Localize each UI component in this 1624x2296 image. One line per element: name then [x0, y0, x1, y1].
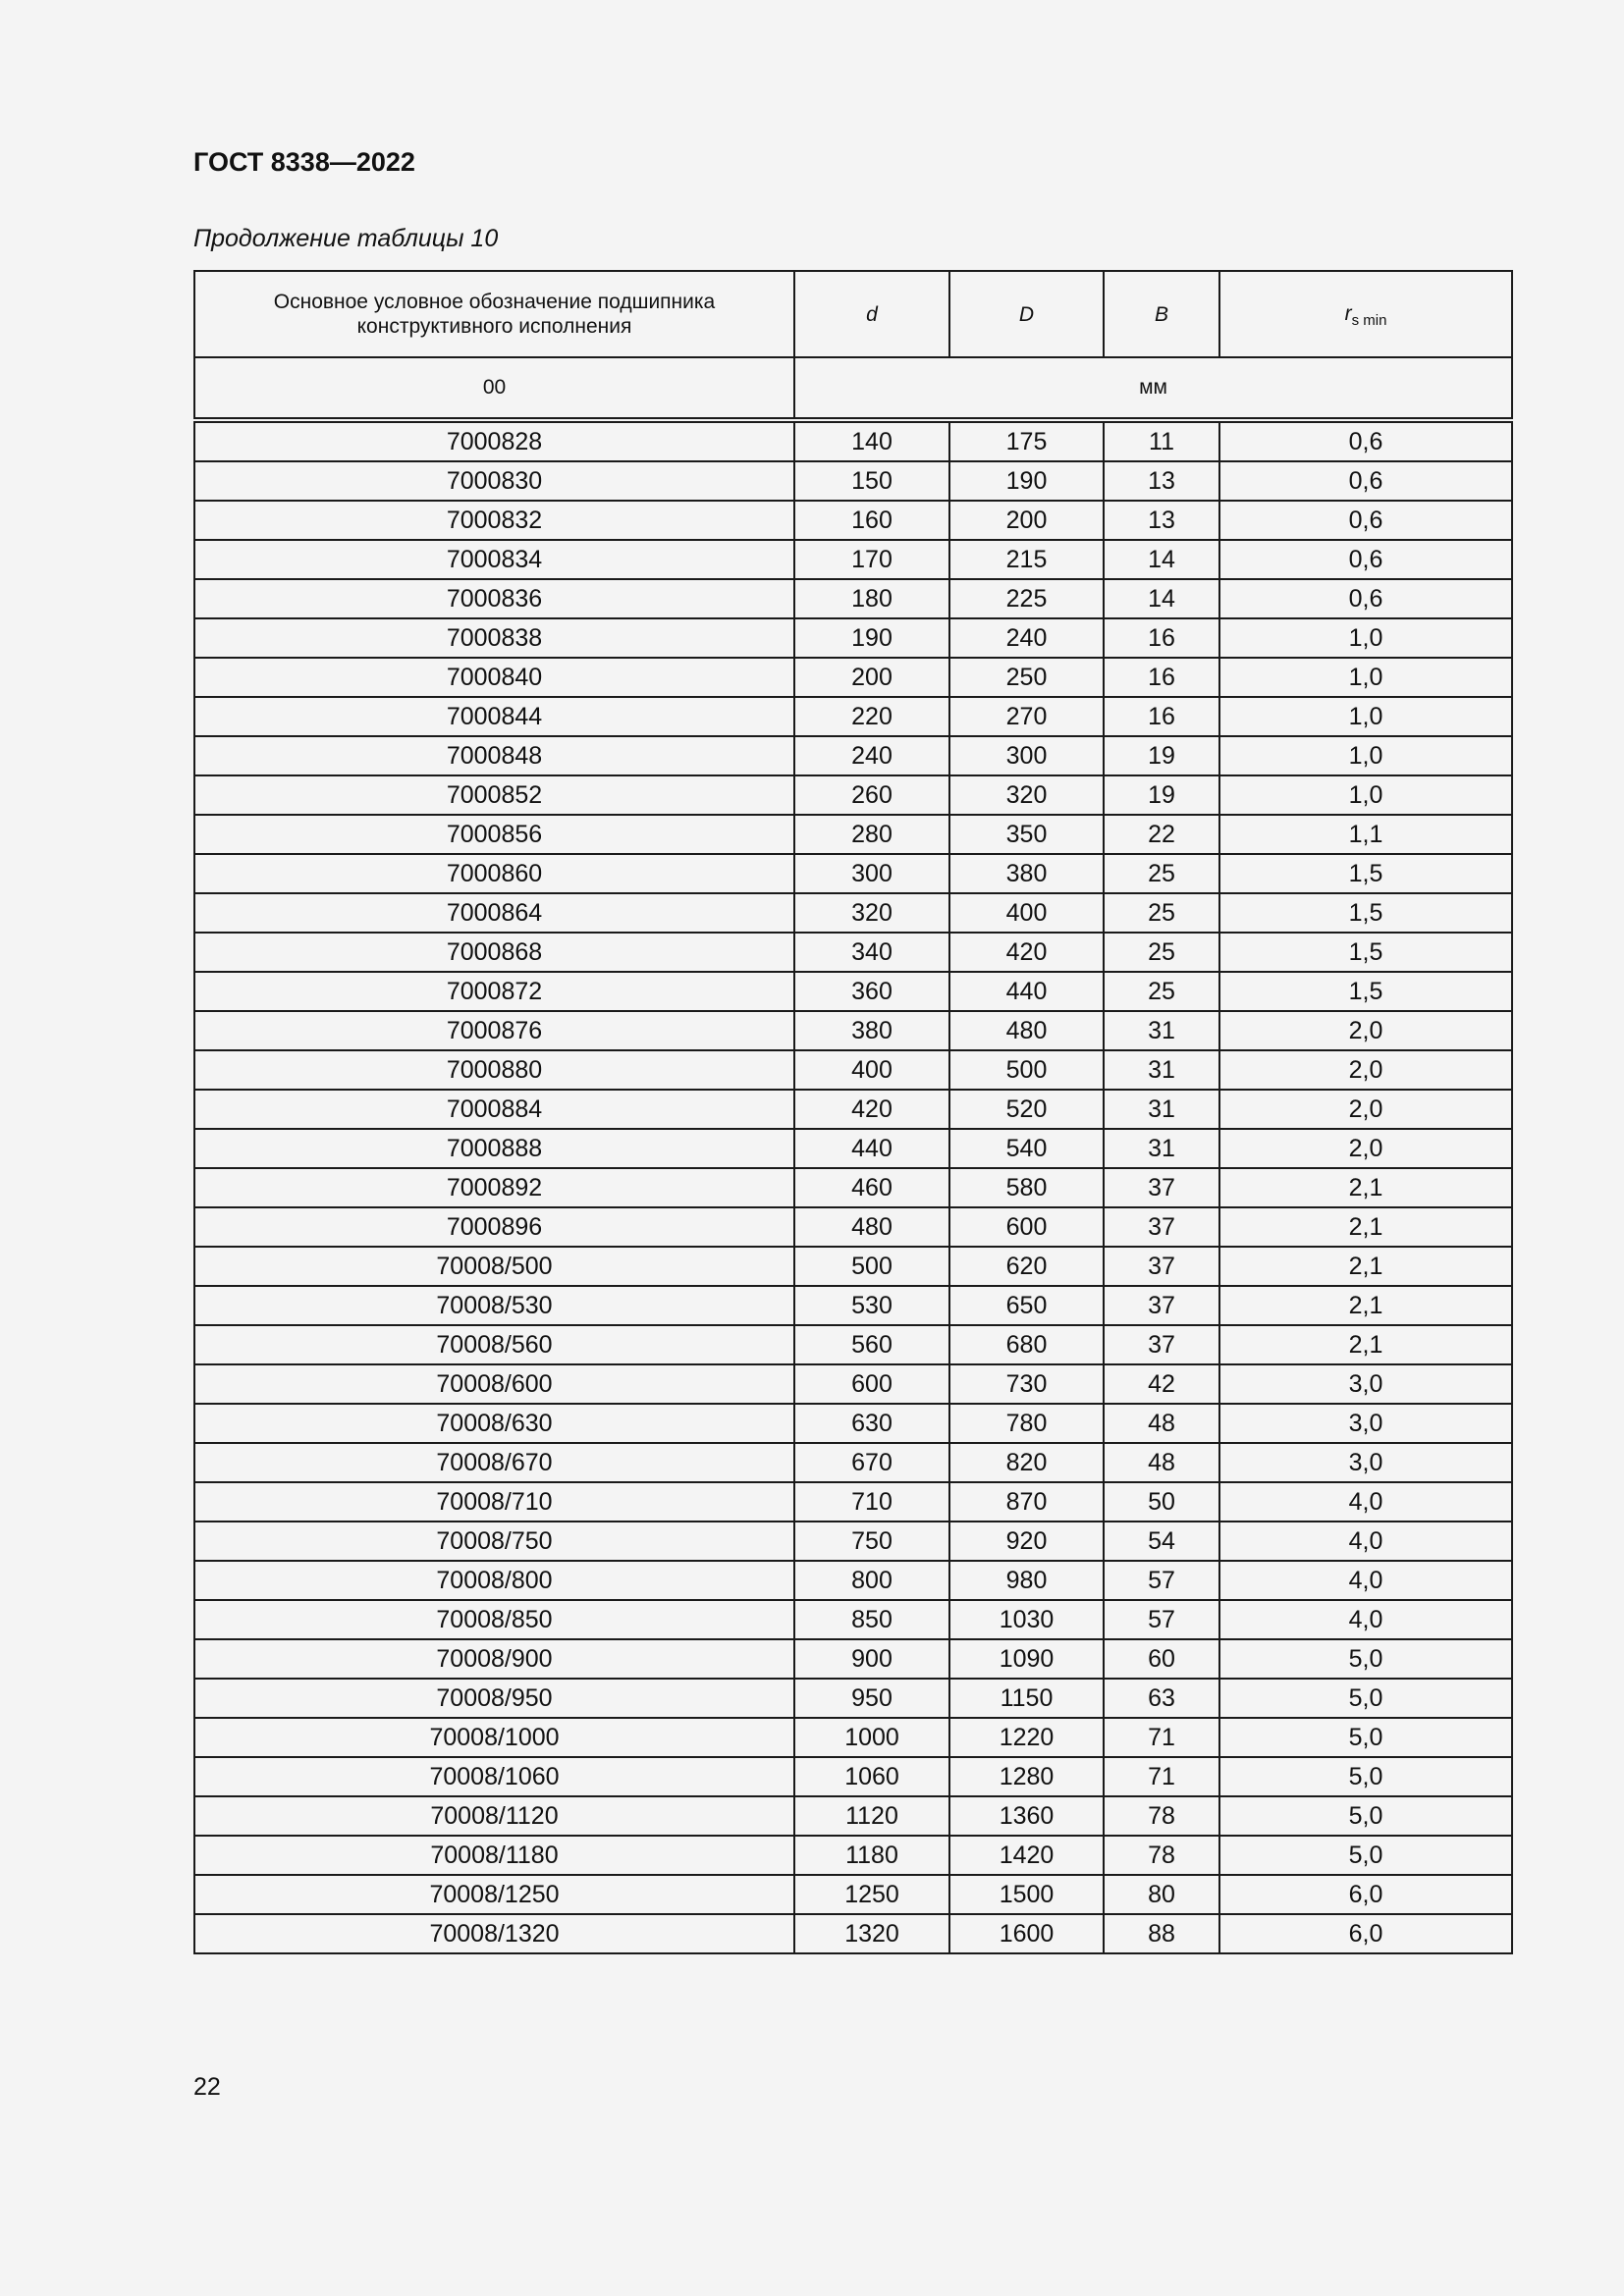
designation-cell: 70008/950 [194, 1679, 794, 1718]
inner-diameter-cell: 1060 [794, 1757, 949, 1796]
table-row [194, 854, 1512, 893]
outer-diameter-cell: 300 [949, 736, 1104, 775]
chamfer-cell: 1,5 [1219, 933, 1512, 972]
bearing-dimensions-table [193, 270, 1513, 1954]
chamfer-cell: 1,0 [1219, 658, 1512, 697]
inner-diameter-cell: 460 [794, 1168, 949, 1207]
outer-diameter-cell: 680 [949, 1325, 1104, 1364]
outer-diameter-cell: 175 [949, 420, 1104, 461]
outer-diameter-cell: 420 [949, 933, 1104, 972]
width-cell: 19 [1104, 736, 1219, 775]
width-cell: 60 [1104, 1639, 1219, 1679]
table-row [194, 893, 1512, 933]
table-row [194, 697, 1512, 736]
width-cell: 31 [1104, 1129, 1219, 1168]
chamfer-cell: 1,0 [1219, 775, 1512, 815]
inner-diameter-cell: 1180 [794, 1836, 949, 1875]
chamfer-cell: 0,6 [1219, 420, 1512, 461]
width-cell: 31 [1104, 1090, 1219, 1129]
width-cell: 80 [1104, 1875, 1219, 1914]
width-cell: 88 [1104, 1914, 1219, 1953]
header-execution-code: 00 [194, 357, 794, 420]
table-row [194, 461, 1512, 501]
table-row [194, 1875, 1512, 1914]
inner-diameter-cell: 170 [794, 540, 949, 579]
width-cell: 37 [1104, 1325, 1219, 1364]
header-designation: Основное условное обозначение подшипника конструктивного исполнения [194, 271, 794, 357]
designation-cell: 7000856 [194, 815, 794, 854]
header-chamfer-symbol: r [1344, 301, 1352, 325]
table-body [194, 420, 1512, 1953]
width-cell: 13 [1104, 501, 1219, 540]
chamfer-cell: 4,0 [1219, 1522, 1512, 1561]
width-cell: 14 [1104, 540, 1219, 579]
outer-diameter-cell: 225 [949, 579, 1104, 618]
designation-cell: 70008/1060 [194, 1757, 794, 1796]
outer-diameter-cell: 1090 [949, 1639, 1104, 1679]
designation-cell: 70008/600 [194, 1364, 794, 1404]
inner-diameter-cell: 1320 [794, 1914, 949, 1953]
inner-diameter-cell: 380 [794, 1011, 949, 1050]
designation-cell: 7000868 [194, 933, 794, 972]
outer-diameter-cell: 270 [949, 697, 1104, 736]
designation-cell: 70008/560 [194, 1325, 794, 1364]
table-row [194, 1522, 1512, 1561]
table-row [194, 1404, 1512, 1443]
chamfer-cell: 1,5 [1219, 893, 1512, 933]
table-row [194, 1364, 1512, 1404]
outer-diameter-cell: 540 [949, 1129, 1104, 1168]
outer-diameter-cell: 1280 [949, 1757, 1104, 1796]
designation-cell: 7000892 [194, 1168, 794, 1207]
width-cell: 78 [1104, 1836, 1219, 1875]
table-row [194, 1482, 1512, 1522]
designation-cell: 70008/1250 [194, 1875, 794, 1914]
inner-diameter-cell: 220 [794, 697, 949, 736]
table-row [194, 420, 1512, 461]
table-row [194, 1443, 1512, 1482]
chamfer-cell: 1,5 [1219, 854, 1512, 893]
chamfer-cell: 0,6 [1219, 501, 1512, 540]
inner-diameter-cell: 420 [794, 1090, 949, 1129]
table-row [194, 1718, 1512, 1757]
designation-cell: 70008/1180 [194, 1836, 794, 1875]
chamfer-cell: 6,0 [1219, 1914, 1512, 1953]
designation-cell: 7000896 [194, 1207, 794, 1247]
table-row [194, 933, 1512, 972]
outer-diameter-cell: 870 [949, 1482, 1104, 1522]
table-row [194, 658, 1512, 697]
inner-diameter-cell: 1000 [794, 1718, 949, 1757]
inner-diameter-cell: 500 [794, 1247, 949, 1286]
width-cell: 37 [1104, 1168, 1219, 1207]
width-cell: 57 [1104, 1561, 1219, 1600]
outer-diameter-cell: 1600 [949, 1914, 1104, 1953]
chamfer-cell: 2,0 [1219, 1129, 1512, 1168]
document-title: ГОСТ 8338—2022 [193, 147, 415, 177]
inner-diameter-cell: 140 [794, 420, 949, 461]
designation-cell: 7000888 [194, 1129, 794, 1168]
inner-diameter-cell: 200 [794, 658, 949, 697]
inner-diameter-cell: 190 [794, 618, 949, 658]
outer-diameter-cell: 215 [949, 540, 1104, 579]
designation-cell: 7000836 [194, 579, 794, 618]
designation-cell: 70008/750 [194, 1522, 794, 1561]
table-row [194, 540, 1512, 579]
designation-cell: 70008/850 [194, 1600, 794, 1639]
outer-diameter-cell: 920 [949, 1522, 1104, 1561]
table-row [194, 1090, 1512, 1129]
chamfer-cell: 1,5 [1219, 972, 1512, 1011]
inner-diameter-cell: 180 [794, 579, 949, 618]
designation-cell: 70008/500 [194, 1247, 794, 1286]
chamfer-cell: 5,0 [1219, 1836, 1512, 1875]
table-row [194, 1168, 1512, 1207]
chamfer-cell: 0,6 [1219, 461, 1512, 501]
table-row [194, 815, 1512, 854]
designation-cell: 70008/800 [194, 1561, 794, 1600]
outer-diameter-cell: 400 [949, 893, 1104, 933]
designation-cell: 7000848 [194, 736, 794, 775]
designation-cell: 7000852 [194, 775, 794, 815]
width-cell: 31 [1104, 1011, 1219, 1050]
outer-diameter-cell: 1500 [949, 1875, 1104, 1914]
table-row [194, 1836, 1512, 1875]
width-cell: 57 [1104, 1600, 1219, 1639]
width-cell: 78 [1104, 1796, 1219, 1836]
header-inner-diameter: d [794, 271, 949, 357]
outer-diameter-cell: 520 [949, 1090, 1104, 1129]
width-cell: 22 [1104, 815, 1219, 854]
outer-diameter-cell: 480 [949, 1011, 1104, 1050]
inner-diameter-cell: 150 [794, 461, 949, 501]
header-outer-diameter: D [949, 271, 1104, 357]
inner-diameter-cell: 340 [794, 933, 949, 972]
outer-diameter-cell: 1220 [949, 1718, 1104, 1757]
outer-diameter-cell: 620 [949, 1247, 1104, 1286]
inner-diameter-cell: 160 [794, 501, 949, 540]
chamfer-cell: 1,0 [1219, 697, 1512, 736]
inner-diameter-cell: 710 [794, 1482, 949, 1522]
outer-diameter-cell: 240 [949, 618, 1104, 658]
chamfer-cell: 3,0 [1219, 1443, 1512, 1482]
table-row [194, 1325, 1512, 1364]
chamfer-cell: 1,0 [1219, 736, 1512, 775]
header-chamfer-subscript: s min [1351, 311, 1387, 329]
table-header-row [194, 271, 1512, 357]
chamfer-cell: 4,0 [1219, 1561, 1512, 1600]
designation-cell: 7000844 [194, 697, 794, 736]
inner-diameter-cell: 400 [794, 1050, 949, 1090]
chamfer-cell: 5,0 [1219, 1718, 1512, 1757]
width-cell: 11 [1104, 420, 1219, 461]
chamfer-cell: 2,0 [1219, 1090, 1512, 1129]
width-cell: 31 [1104, 1050, 1219, 1090]
table-row [194, 1914, 1512, 1953]
width-cell: 16 [1104, 658, 1219, 697]
designation-cell: 70008/1000 [194, 1718, 794, 1757]
table-row [194, 579, 1512, 618]
chamfer-cell: 2,1 [1219, 1247, 1512, 1286]
inner-diameter-cell: 1120 [794, 1796, 949, 1836]
table-row [194, 501, 1512, 540]
table-row [194, 618, 1512, 658]
table-row [194, 1286, 1512, 1325]
inner-diameter-cell: 320 [794, 893, 949, 933]
chamfer-cell: 1,0 [1219, 618, 1512, 658]
table-row [194, 736, 1512, 775]
outer-diameter-cell: 1420 [949, 1836, 1104, 1875]
inner-diameter-cell: 950 [794, 1679, 949, 1718]
inner-diameter-cell: 1250 [794, 1875, 949, 1914]
table-row [194, 1247, 1512, 1286]
chamfer-cell: 0,6 [1219, 540, 1512, 579]
table-row [194, 775, 1512, 815]
outer-diameter-cell: 440 [949, 972, 1104, 1011]
designation-cell: 7000864 [194, 893, 794, 933]
chamfer-cell: 6,0 [1219, 1875, 1512, 1914]
inner-diameter-cell: 240 [794, 736, 949, 775]
table-row [194, 1561, 1512, 1600]
width-cell: 25 [1104, 893, 1219, 933]
width-cell: 42 [1104, 1364, 1219, 1404]
inner-diameter-cell: 260 [794, 775, 949, 815]
chamfer-cell: 4,0 [1219, 1600, 1512, 1639]
outer-diameter-cell: 820 [949, 1443, 1104, 1482]
outer-diameter-cell: 190 [949, 461, 1104, 501]
inner-diameter-cell: 530 [794, 1286, 949, 1325]
designation-cell: 7000828 [194, 420, 794, 461]
designation-cell: 7000832 [194, 501, 794, 540]
designation-cell: 70008/710 [194, 1482, 794, 1522]
designation-cell: 7000830 [194, 461, 794, 501]
width-cell: 37 [1104, 1207, 1219, 1247]
width-cell: 13 [1104, 461, 1219, 501]
outer-diameter-cell: 1150 [949, 1679, 1104, 1718]
chamfer-cell: 5,0 [1219, 1639, 1512, 1679]
designation-cell: 7000838 [194, 618, 794, 658]
table-row [194, 1639, 1512, 1679]
width-cell: 14 [1104, 579, 1219, 618]
chamfer-cell: 5,0 [1219, 1796, 1512, 1836]
designation-cell: 7000872 [194, 972, 794, 1011]
inner-diameter-cell: 480 [794, 1207, 949, 1247]
outer-diameter-cell: 200 [949, 501, 1104, 540]
inner-diameter-cell: 900 [794, 1639, 949, 1679]
outer-diameter-cell: 250 [949, 658, 1104, 697]
inner-diameter-cell: 300 [794, 854, 949, 893]
width-cell: 19 [1104, 775, 1219, 815]
chamfer-cell: 3,0 [1219, 1404, 1512, 1443]
header-width: B [1104, 271, 1219, 357]
designation-cell: 7000876 [194, 1011, 794, 1050]
inner-diameter-cell: 440 [794, 1129, 949, 1168]
outer-diameter-cell: 580 [949, 1168, 1104, 1207]
outer-diameter-cell: 500 [949, 1050, 1104, 1090]
inner-diameter-cell: 360 [794, 972, 949, 1011]
width-cell: 50 [1104, 1482, 1219, 1522]
table-row [194, 1207, 1512, 1247]
width-cell: 25 [1104, 933, 1219, 972]
inner-diameter-cell: 850 [794, 1600, 949, 1639]
inner-diameter-cell: 670 [794, 1443, 949, 1482]
width-cell: 48 [1104, 1404, 1219, 1443]
table-row [194, 1600, 1512, 1639]
header-unit: мм [794, 357, 1512, 420]
designation-cell: 7000880 [194, 1050, 794, 1090]
chamfer-cell: 3,0 [1219, 1364, 1512, 1404]
table-row [194, 1129, 1512, 1168]
table-row [194, 1050, 1512, 1090]
chamfer-cell: 0,6 [1219, 579, 1512, 618]
chamfer-cell: 2,0 [1219, 1011, 1512, 1050]
header-chamfer [1219, 271, 1512, 357]
designation-cell: 7000840 [194, 658, 794, 697]
outer-diameter-cell: 600 [949, 1207, 1104, 1247]
designation-cell: 70008/1120 [194, 1796, 794, 1836]
width-cell: 25 [1104, 972, 1219, 1011]
table-row [194, 972, 1512, 1011]
width-cell: 37 [1104, 1286, 1219, 1325]
outer-diameter-cell: 1030 [949, 1600, 1104, 1639]
designation-cell: 70008/630 [194, 1404, 794, 1443]
outer-diameter-cell: 980 [949, 1561, 1104, 1600]
inner-diameter-cell: 600 [794, 1364, 949, 1404]
chamfer-cell: 5,0 [1219, 1757, 1512, 1796]
table-caption: Продолжение таблицы 10 [193, 225, 499, 252]
chamfer-cell: 2,1 [1219, 1325, 1512, 1364]
chamfer-cell: 2,1 [1219, 1207, 1512, 1247]
table-row [194, 1796, 1512, 1836]
table-row [194, 1757, 1512, 1796]
outer-diameter-cell: 650 [949, 1286, 1104, 1325]
width-cell: 54 [1104, 1522, 1219, 1561]
chamfer-cell: 5,0 [1219, 1679, 1512, 1718]
table-row [194, 1011, 1512, 1050]
designation-cell: 70008/530 [194, 1286, 794, 1325]
designation-cell: 7000884 [194, 1090, 794, 1129]
inner-diameter-cell: 280 [794, 815, 949, 854]
width-cell: 25 [1104, 854, 1219, 893]
width-cell: 37 [1104, 1247, 1219, 1286]
inner-diameter-cell: 630 [794, 1404, 949, 1443]
width-cell: 71 [1104, 1718, 1219, 1757]
width-cell: 16 [1104, 618, 1219, 658]
chamfer-cell: 4,0 [1219, 1482, 1512, 1522]
outer-diameter-cell: 350 [949, 815, 1104, 854]
designation-cell: 70008/900 [194, 1639, 794, 1679]
outer-diameter-cell: 1360 [949, 1796, 1104, 1836]
width-cell: 16 [1104, 697, 1219, 736]
outer-diameter-cell: 320 [949, 775, 1104, 815]
table-subheader-row [194, 357, 1512, 420]
designation-cell: 70008/1320 [194, 1914, 794, 1953]
width-cell: 63 [1104, 1679, 1219, 1718]
designation-cell: 7000834 [194, 540, 794, 579]
inner-diameter-cell: 800 [794, 1561, 949, 1600]
outer-diameter-cell: 730 [949, 1364, 1104, 1404]
page-number: 22 [193, 2073, 221, 2101]
table-row [194, 1679, 1512, 1718]
chamfer-cell: 1,1 [1219, 815, 1512, 854]
inner-diameter-cell: 560 [794, 1325, 949, 1364]
designation-cell: 7000860 [194, 854, 794, 893]
outer-diameter-cell: 780 [949, 1404, 1104, 1443]
width-cell: 48 [1104, 1443, 1219, 1482]
width-cell: 71 [1104, 1757, 1219, 1796]
chamfer-cell: 2,0 [1219, 1050, 1512, 1090]
inner-diameter-cell: 750 [794, 1522, 949, 1561]
designation-cell: 70008/670 [194, 1443, 794, 1482]
outer-diameter-cell: 380 [949, 854, 1104, 893]
chamfer-cell: 2,1 [1219, 1286, 1512, 1325]
chamfer-cell: 2,1 [1219, 1168, 1512, 1207]
